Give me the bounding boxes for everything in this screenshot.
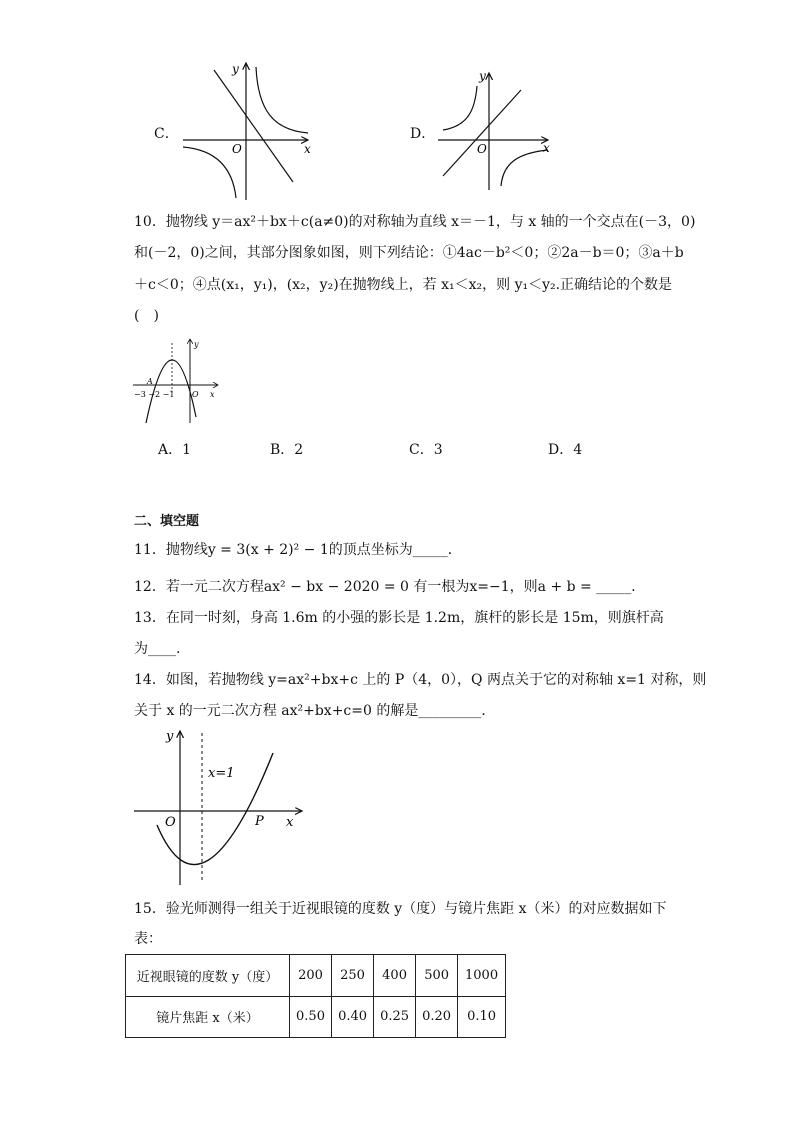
table-cell: 400 bbox=[374, 955, 416, 997]
symmetry-axis-label: x=1 bbox=[208, 766, 235, 781]
table-cell: 500 bbox=[416, 955, 458, 997]
tick-labels: −3 −2 −1 bbox=[134, 390, 175, 399]
y-axis-label: y bbox=[232, 62, 239, 76]
origin-label: O bbox=[477, 142, 487, 156]
q10-option-a: A．1 bbox=[158, 442, 192, 458]
q10-option-d: D．4 bbox=[548, 442, 583, 458]
point-a-label: A bbox=[147, 377, 153, 386]
q13-line2: 为____. bbox=[134, 641, 181, 657]
table-row bbox=[126, 955, 506, 997]
y-axis-label: y bbox=[166, 729, 174, 744]
x-axis-label: x bbox=[286, 815, 294, 830]
table-cell: 0.40 bbox=[332, 996, 374, 1038]
y-axis-label: y bbox=[479, 69, 486, 83]
q11-text: 11．抛物线y = 3(x + 2)² − 1的顶点坐标为_____． bbox=[134, 542, 462, 558]
table-cell: 0.25 bbox=[374, 996, 416, 1038]
table-cell: 200 bbox=[290, 955, 332, 997]
q10-graph bbox=[130, 335, 225, 427]
q10-option-c: C．3 bbox=[409, 442, 443, 458]
table-cell: 250 bbox=[332, 955, 374, 997]
point-p-label: P bbox=[255, 814, 264, 829]
q14-line2: 关于 x 的一元二次方程 ax²+bx+c=0 的解是_________． bbox=[134, 703, 496, 719]
q15-line1: 15．验光师测得一组关于近视眼镜的度数 y（度）与镜片焦距 x（米）的对应数据如下 bbox=[134, 901, 667, 917]
line-graph bbox=[443, 90, 521, 176]
table-row bbox=[126, 996, 506, 1038]
q14-line1: 14．如图，若抛物线 y=ax²+bx+c 上的 P（4，0），Q 两点关于它的对称轴 x=1 对称，则 bbox=[134, 672, 707, 688]
q10-line4: ( ) bbox=[134, 308, 159, 324]
hyperbola-branch-2 bbox=[183, 147, 236, 198]
origin-label: O bbox=[165, 815, 176, 830]
option-c-label: C． bbox=[154, 126, 179, 142]
row-header: 镜片焦距 x（米） bbox=[126, 996, 290, 1038]
x-axis-label: x bbox=[210, 390, 215, 399]
q13-line1: 13．在同一时刻，身高 1.6m 的小强的影长是 1.2m，旗杆的影长是 15m，则旗杆高 bbox=[134, 610, 664, 626]
table-cell: 0.10 bbox=[458, 996, 506, 1038]
q12-text: 12．若一元二次方程ax² − bx − 2020 = 0 有一根为x=−1，则a + b = _____． bbox=[134, 579, 646, 595]
x-axis-label: x bbox=[543, 141, 550, 155]
lens-data-table bbox=[125, 954, 506, 1038]
y-axis-label: y bbox=[194, 340, 199, 349]
section-title: 二、填空题 bbox=[134, 514, 200, 529]
row-header: 近视眼镜的度数 y（度） bbox=[126, 955, 290, 997]
x-axis-label: x bbox=[304, 142, 311, 156]
q10-line3: ＋c＜0；④点(x₁，y₁)，(x₂，y₂)在抛物线上，若 x₁＜x₂，则 y₁＜y₂.正确结论的个数是 bbox=[134, 277, 673, 293]
origin-label: O bbox=[192, 390, 199, 399]
q14-graph bbox=[130, 725, 310, 887]
table-cell: 0.20 bbox=[416, 996, 458, 1038]
option-c-graph bbox=[178, 55, 318, 205]
hyperbola-branch-1 bbox=[256, 67, 308, 133]
line-graph bbox=[214, 70, 293, 182]
hyperbola-branch-2 bbox=[501, 150, 548, 186]
option-d-graph bbox=[433, 68, 558, 193]
table-cell: 1000 bbox=[458, 955, 506, 997]
q10-option-b: B．2 bbox=[270, 442, 304, 458]
option-d-label: D． bbox=[410, 126, 436, 142]
q10-line1: 10．抛物线 y＝ax²＋bx＋c(a≠0)的对称轴为直线 x＝－1，与 x 轴的一个交点在(－3，0) bbox=[134, 214, 696, 230]
table-cell: 0.50 bbox=[290, 996, 332, 1038]
hyperbola-branch-1 bbox=[443, 86, 477, 130]
origin-label: O bbox=[232, 142, 242, 156]
q10-line2: 和(－2，0)之间，其部分图象如图，则下列结论：①4ac－b²＜0；②2a－b＝0；③a＋b bbox=[134, 245, 684, 261]
q15-line2: 表： bbox=[134, 931, 162, 947]
